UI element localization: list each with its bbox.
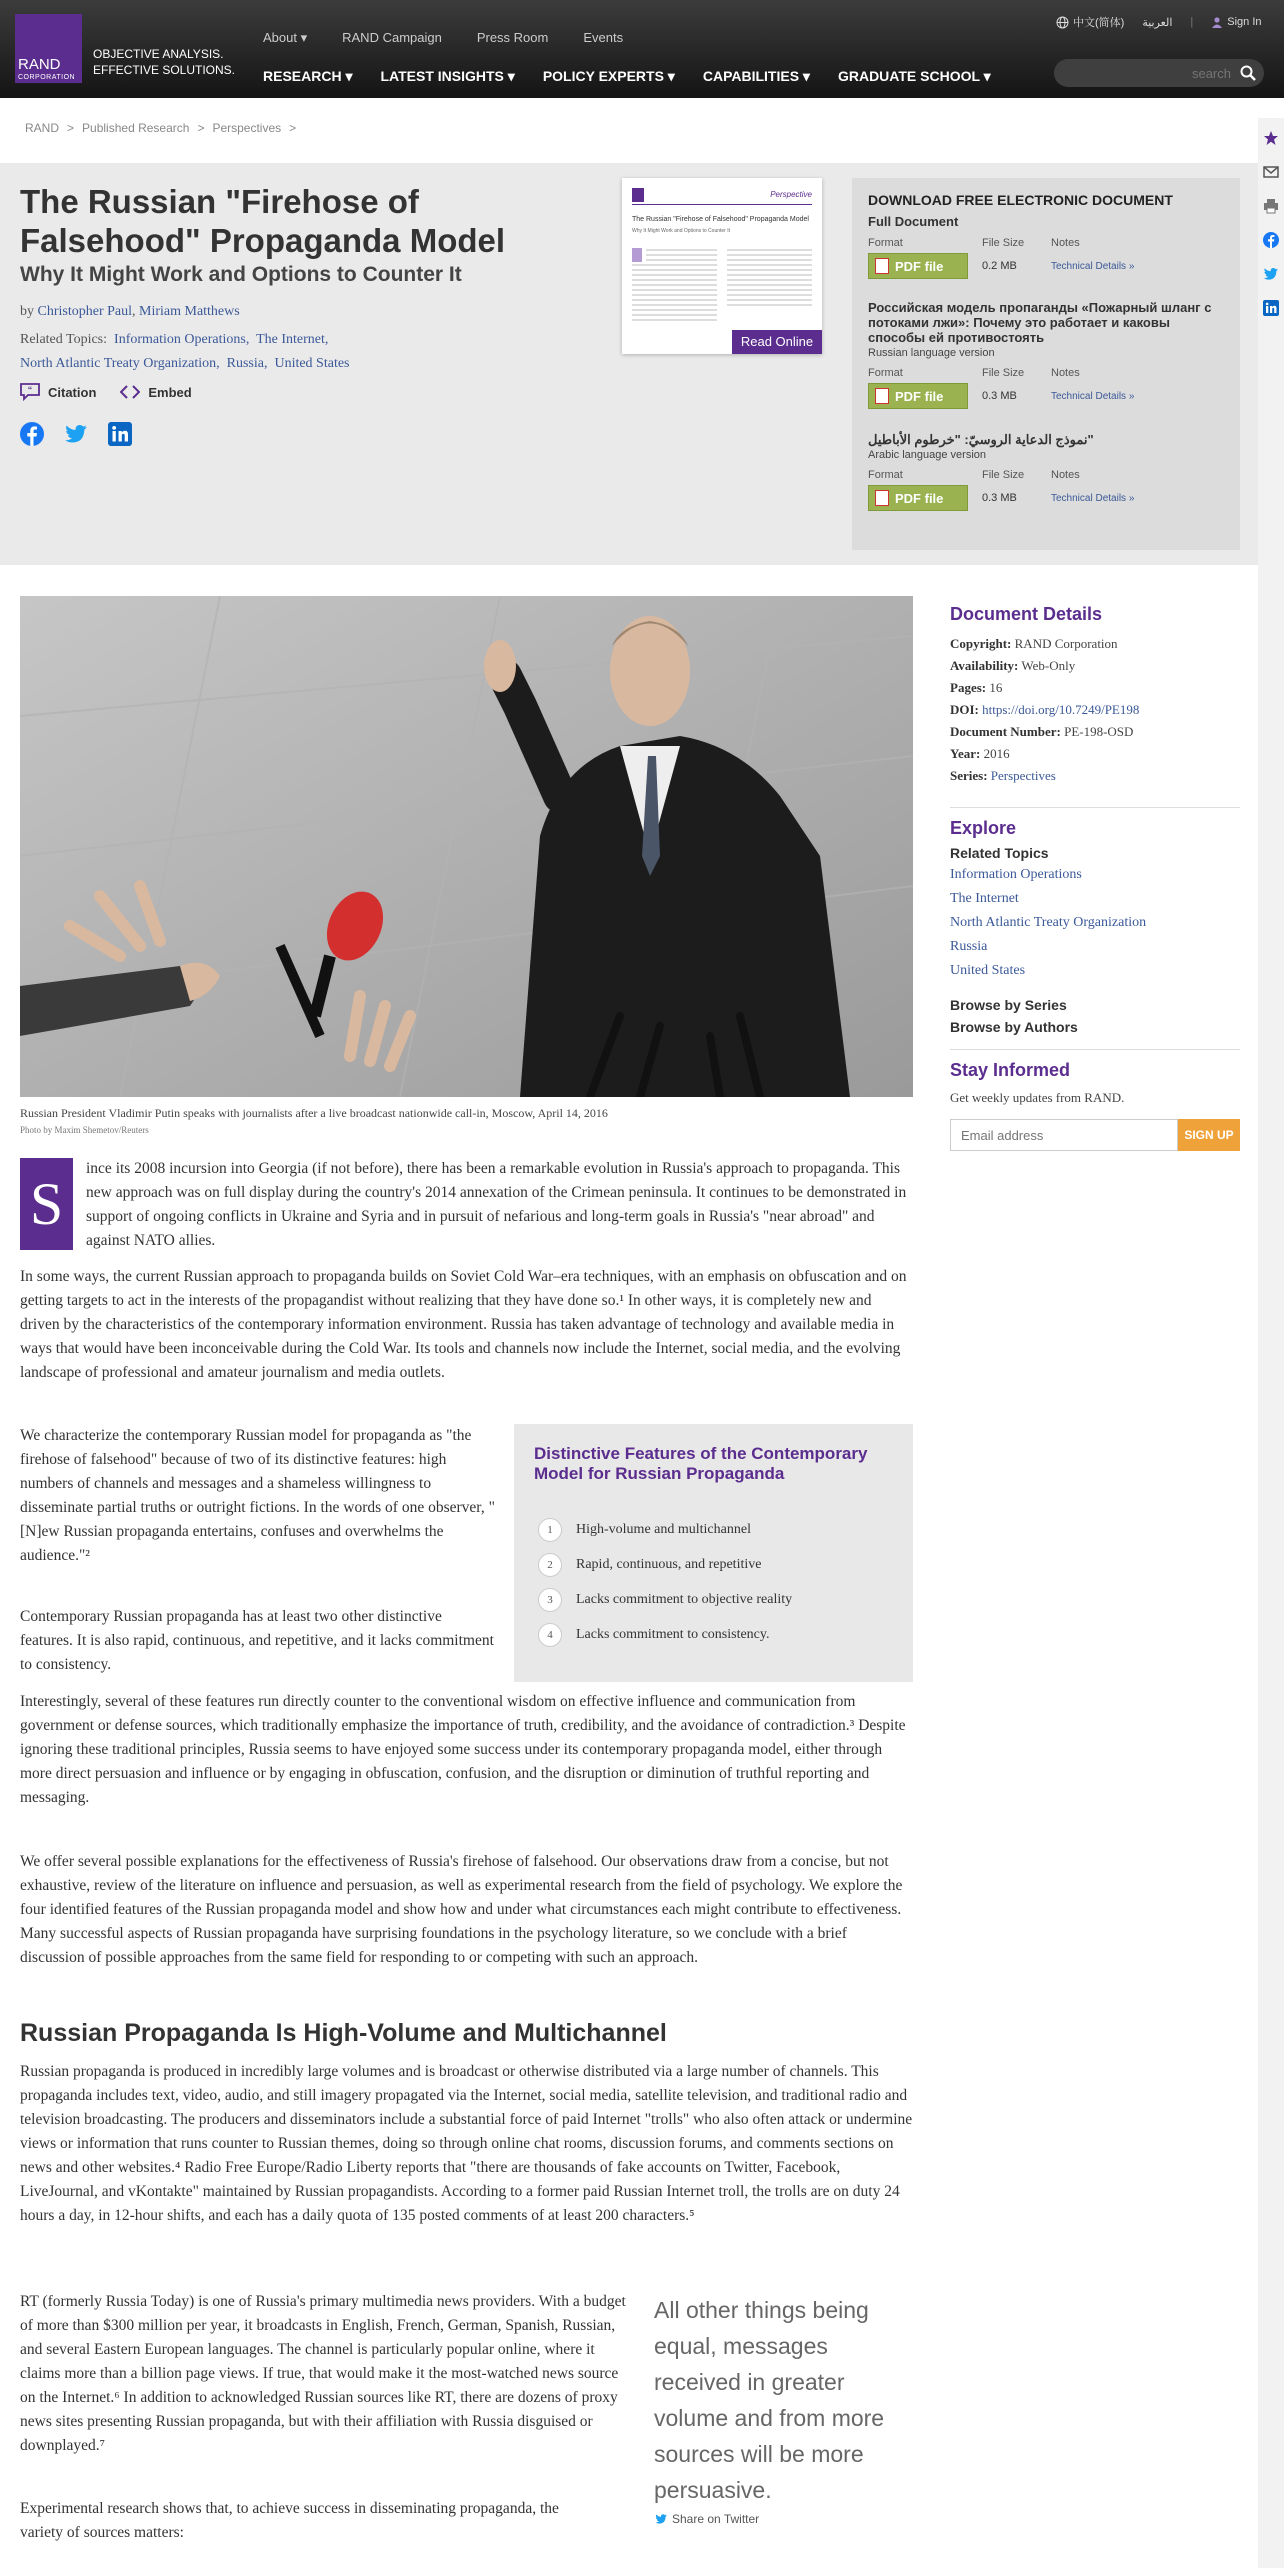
browse-by-authors-link[interactable]: Browse by Authors (950, 1019, 1078, 1035)
globe-icon (1056, 16, 1069, 29)
notes-label: Notes (1051, 367, 1080, 379)
lang-chinese-label: 中文(简体) (1073, 17, 1125, 29)
detail-copyright: Copyright: RAND Corporation (950, 636, 1118, 651)
share-on-twitter-label: Share on Twitter (672, 2512, 760, 2526)
pdf-download-button[interactable]: PDF file (868, 253, 968, 279)
body-paragraph-6: We offer several possible explanations for the effectiveness of Russia's firehose of falsehood. Our observations draw from a concise, but not exhaustive, review of the literature on influence and persuasion, as well as experimental research from the field of psychology. We explore the four identified features of the Russian propaganda model and show how and under what circumstances each might contribute to effectiveness. Many successful aspects of Russian propaganda have surprising foundations in the psychology literature, so we conclude with a brief discussion of possible approaches from the same field for responding to or competing with such an approach. (20, 1853, 903, 1966)
nav-graduate-school[interactable]: GRADUATE SCHOOL ▾ (837, 68, 991, 84)
sign-in-link[interactable] (1211, 16, 1261, 28)
format-label: Format (868, 237, 903, 249)
twitter-icon[interactable] (1263, 266, 1279, 282)
photo-caption: Russian President Vladimir Putin speaks with journalists after a live broadcast nationwide call-in, Moscow, April 14, 2016 (20, 1106, 608, 1120)
size-label: File Size (982, 469, 1025, 481)
download-russian-version (868, 300, 1228, 409)
notes-label: Notes (1051, 237, 1080, 249)
search-input[interactable] (1066, 64, 1231, 82)
embed-button[interactable] (120, 385, 191, 400)
document-details (950, 633, 1240, 787)
body-paragraph-5: Interestingly, several of these features run directly counter to the conventional wisdom on effective influence and communication from government or defense sources, which traditionally emphasize the importance of truth, credibility, and the avoidance of contradiction.³ Despite ignoring these traditional principles, Russia seems to have enjoyed some success under its contemporary propaganda model, either through more direct persuasion and influence or by engaging in obfuscation, confusion, and the disruption or diminution of truthful reporting and messaging. (20, 1693, 906, 1806)
article-tools (20, 383, 192, 401)
format-label: Format (868, 367, 903, 379)
main-nav (263, 68, 991, 85)
topic-link[interactable]: The Internet, (256, 332, 329, 347)
body-paragraph-9: Experimental research shows that, to achieve success in disseminating propaganda, the variety of sources matters: (20, 2500, 559, 2541)
technical-details-link[interactable]: Technical Details » (1051, 492, 1135, 504)
pdf-icon (875, 258, 889, 274)
nav-policy-experts[interactable]: POLICY EXPERTS ▾ (542, 68, 675, 84)
size-label: File Size (982, 237, 1025, 249)
logo-word: RAND (18, 56, 61, 73)
citation-button[interactable] (20, 383, 96, 401)
doi-link[interactable]: https://doi.org/10.7249/PE198 (982, 702, 1140, 717)
download-arabic-version (868, 432, 1228, 511)
related-topic-link[interactable]: Information Operations (950, 867, 1082, 882)
share-rail (1258, 118, 1284, 2568)
detail-document-number: Document Number: PE-198-OSD (950, 724, 1134, 739)
detail-availability: Availability: Web-Only (950, 658, 1076, 673)
stay-informed-heading: Stay Informed (950, 1060, 1071, 1080)
logo-sub: CORPORATION (18, 74, 76, 81)
code-icon (120, 385, 140, 399)
file-size: 0.3 MB (982, 492, 1017, 504)
cover-tag: Perspective (770, 190, 812, 199)
breadcrumb-perspectives[interactable]: Perspectives (212, 121, 282, 135)
share-buttons (20, 422, 132, 446)
body-paragraph-1: ince its 2008 incursion into Georgia (if not before), there has been a remarkable evolution in Russia's approach to propaganda. This new approach was on full display during the country's 2014 annexation of the Crimean peninsula. It continues to be demonstrated in support of ongoing conflicts in Ukraine and Syria and in pursuit of nefarious and long-term goals in Russia's "near abroad" and against NATO allies. (86, 1160, 907, 1249)
technical-details-link[interactable]: Technical Details » (1051, 390, 1135, 402)
tagline-line-1: OBJECTIVE ANALYSIS. (93, 47, 224, 61)
nav-about[interactable]: About ▾ (263, 30, 308, 45)
twitter-icon[interactable] (64, 422, 88, 446)
page-subtitle: Why It Might Work and Options to Counter It (20, 263, 462, 286)
related-topics-label: Related Topics (950, 845, 1049, 861)
section-heading: Russian Propaganda Is High-Volume and Multichannel (20, 2019, 667, 2047)
facebook-icon[interactable] (20, 422, 44, 446)
facebook-icon[interactable] (1263, 232, 1279, 248)
size-label: File Size (982, 367, 1025, 379)
search-box (1054, 59, 1264, 87)
topic-link[interactable]: North Atlantic Treaty Organization, (20, 356, 220, 371)
site-header (0, 0, 1284, 98)
breadcrumb: RAND > Published Research > Perspectives > (25, 121, 297, 135)
tagline-line-2: EFFECTIVE SOLUTIONS. (93, 63, 236, 77)
features-heading: Distinctive Features of the Contemporary Model for Russian Propaganda (534, 1444, 868, 1483)
notes-label: Notes (1051, 469, 1080, 481)
detail-year: Year: 2016 (950, 746, 1010, 761)
body-paragraph-3: We characterize the contemporary Russian model for propaganda as "the firehose of falsehood" because of two of its distinctive features: high numbers of channels and messages and a shameless willingness to disseminate partial truths or outright fictions. In the words of one observer, "[N]ew Russian propaganda entertains, confuses and overwhelms the audience."² (20, 1427, 495, 1564)
format-label: Format (868, 469, 903, 481)
features-callout (514, 1424, 913, 1682)
nav-rand-campaign[interactable]: RAND Campaign (342, 30, 442, 45)
topic-link[interactable]: Russia, (226, 356, 268, 371)
file-size: 0.3 MB (982, 390, 1017, 402)
search-icon[interactable] (1240, 65, 1256, 81)
pdf-icon (875, 490, 889, 506)
byline: by Christopher Paul, Miriam Matthews (20, 304, 240, 319)
page-title: The Russian "Firehose of Falsehood" Propaganda Model (20, 183, 506, 259)
doc-title: نموذج الدعاية الروسيّ: "خرطوم الأباطيل" (868, 432, 1094, 447)
series-link[interactable]: Perspectives (990, 768, 1056, 783)
doc-subtitle: Russian language version (868, 347, 995, 359)
document-details-heading: Document Details (950, 604, 1103, 624)
tagline (93, 46, 235, 78)
twitter-icon (654, 2514, 667, 2525)
nav-latest-insights[interactable]: LATEST INSIGHTS ▾ (380, 68, 515, 84)
citation-label: Citation (48, 384, 97, 400)
utility-nav (263, 30, 623, 46)
photo-credit: Photo by Maxim Shemetov/Reuters (20, 1125, 149, 1135)
rand-logo[interactable] (15, 14, 82, 83)
nav-research[interactable]: RESEARCH ▾ (263, 68, 353, 84)
email-input[interactable] (950, 1119, 1178, 1151)
file-size: 0.2 MB (982, 260, 1017, 272)
linkedin-icon[interactable] (1263, 300, 1279, 316)
related-topic-link[interactable]: North Atlantic Treaty Organization (950, 915, 1147, 930)
body-paragraph-2: In some ways, the current Russian approach to propaganda builds on Soviet Cold War–era techniques, with an emphasis on obfuscation and on getting targets to act in the interests of the propagandist without realizing that they have done so.¹ In other ways, it is completely new and driven by the characteristics of the contemporary information environment. Russia has taken advantage of technology and available media in ways that would have been inconceivable during the Cold War. Its tools and channels now include the Internet, social media, and the evolving landscape of professional and amateur journalism and media outlets. (20, 1268, 907, 1381)
pdf-download-button[interactable]: PDF file (868, 383, 968, 409)
nav-press-room[interactable]: Press Room (476, 30, 549, 45)
lang-arabic[interactable]: العربية (1142, 16, 1173, 29)
feature-item: 3 Lacks commitment to objective reality (538, 1588, 792, 1612)
stay-informed-text: Get weekly updates from RAND. (950, 1090, 1125, 1105)
feature-item: 2 Rapid, continuous, and repetitive (538, 1553, 761, 1577)
download-full-document (868, 214, 1228, 279)
feature-item: 1 High-volume and multichannel (538, 1518, 751, 1542)
svg-text:“: “ (27, 385, 33, 395)
pdf-icon (875, 388, 889, 404)
putin-press-photo (20, 596, 913, 1097)
quote-icon (20, 383, 40, 401)
linkedin-icon[interactable] (108, 422, 132, 446)
topic-link[interactable]: Information Operations, (114, 332, 250, 347)
detail-series: Series: Perspectives (950, 768, 1056, 783)
feature-item: 4 Lacks commitment to consistency. (538, 1623, 770, 1647)
newsletter-form (950, 1119, 1240, 1151)
topics-label: Related Topics: (20, 332, 108, 347)
cover-subtitle: Why It Might Work and Options to Counter It (632, 228, 731, 234)
related-topics (20, 328, 460, 376)
print-icon[interactable] (1263, 198, 1279, 214)
sign-in-label: Sign In (1227, 16, 1262, 28)
pdf-download-button[interactable]: PDF file (868, 485, 968, 511)
doc-subtitle: Arabic language version (868, 449, 987, 461)
nav-events[interactable]: Events (583, 30, 624, 45)
download-heading: DOWNLOAD FREE ELECTRONIC DOCUMENT (868, 192, 1173, 208)
breadcrumb-published-research[interactable]: Published Research (82, 121, 190, 135)
cover-logo (632, 188, 644, 202)
author-link[interactable]: Christopher Paul (37, 304, 132, 319)
right-sidebar (950, 604, 1240, 1151)
read-online-button[interactable]: Read Online (732, 330, 822, 354)
technical-details-link[interactable]: Technical Details » (1051, 260, 1135, 272)
body-paragraph-7: Russian propaganda is produced in incredibly large volumes and is broadcast or otherwise distributed via a large number of channels. This propaganda includes text, video, audio, and still imagery propagated via the Internet, social media, satellite television, and traditional radio and television broadcasting. The producers and disseminators include a substantial force of paid Internet "trolls" who also often attack or undermine views or information that runs counter to Russian themes, doing so through online chat rooms, discussion forums, and comments sections on news and other websites.⁴ Radio Free Europe/Radio Liberty reports that "there are thousands of fake accounts on Twitter, Facebook, LiveJournal, and vKontakte" maintained by Russian propagandists. According to a former paid Russian Internet troll, the trolls are on duty 24 hours a day, in 12-hour shifts, and each has a daily quota of 135 posted comments of at least 200 characters.⁵ (20, 2063, 913, 2224)
nav-capabilities[interactable]: CAPABILITIES ▾ (702, 68, 810, 84)
related-topic-link[interactable]: United States (950, 963, 1026, 978)
pull-quote: All other things being equal, messages received in greater volume and from more sources will be more persuasive. (654, 2297, 885, 2503)
author-link[interactable]: Miriam Matthews (139, 304, 240, 319)
cover-title: The Russian "Firehose of Falsehood" Propaganda Model (632, 216, 809, 223)
body-paragraph-4: Contemporary Russian propaganda has at least two other distinctive features. It is also rapid, continuous, and repetitive, and it lacks commitment to consistency. (20, 1608, 494, 1673)
user-icon (1211, 17, 1223, 28)
hero-photo (20, 596, 913, 1097)
report-cover[interactable] (622, 178, 822, 354)
related-topics-list (950, 863, 1240, 983)
related-topic-link[interactable]: The Internet (950, 891, 1019, 906)
sign-up-button[interactable]: SIGN UP (1178, 1119, 1240, 1151)
related-topic-link[interactable]: Russia (950, 939, 988, 954)
explore-heading: Explore (950, 818, 1017, 838)
body-paragraph-8: RT (formerly Russia Today) is one of Russia's primary multimedia news providers. With a budget of more than $300 million per year, it broadcasts in English, French, German, Spanish, Russian, and several Eastern European languages. The channel is particularly popular online, where it claims more than a billion page views. If true, that would make it the most-watched news source on the Internet.⁶ In addition to acknowledged Russian sources like RT, there are dozens of proxy news sites presenting Russian propaganda, but with their affiliation with Russia disguised or downplayed.⁷ (20, 2293, 626, 2454)
by-label: by (20, 304, 34, 319)
doc-title: Российская модель пропаганды «Пожарный шланг с потоками лжи»: Почему это работает и каковы способы ей противостоять (868, 300, 1212, 345)
drop-cap: S (20, 1158, 73, 1250)
star-icon[interactable] (1263, 130, 1279, 146)
detail-doi: DOI: https://doi.org/10.7249/PE198 (950, 702, 1140, 717)
breadcrumb-rand[interactable]: RAND (25, 121, 60, 135)
language-bar: 中文(简体) العربية | Sign In (1056, 14, 1262, 30)
lang-chinese[interactable] (1056, 14, 1124, 30)
embed-label: Embed (148, 384, 192, 400)
pull-quote-share[interactable] (654, 2512, 759, 2526)
browse-by-series-link[interactable]: Browse by Series (950, 997, 1067, 1013)
detail-pages: Pages: 16 (950, 680, 1003, 695)
doc-title: Full Document (868, 214, 959, 229)
email-icon[interactable] (1263, 164, 1279, 180)
download-box (852, 178, 1240, 550)
topic-link[interactable]: United States (274, 356, 350, 371)
